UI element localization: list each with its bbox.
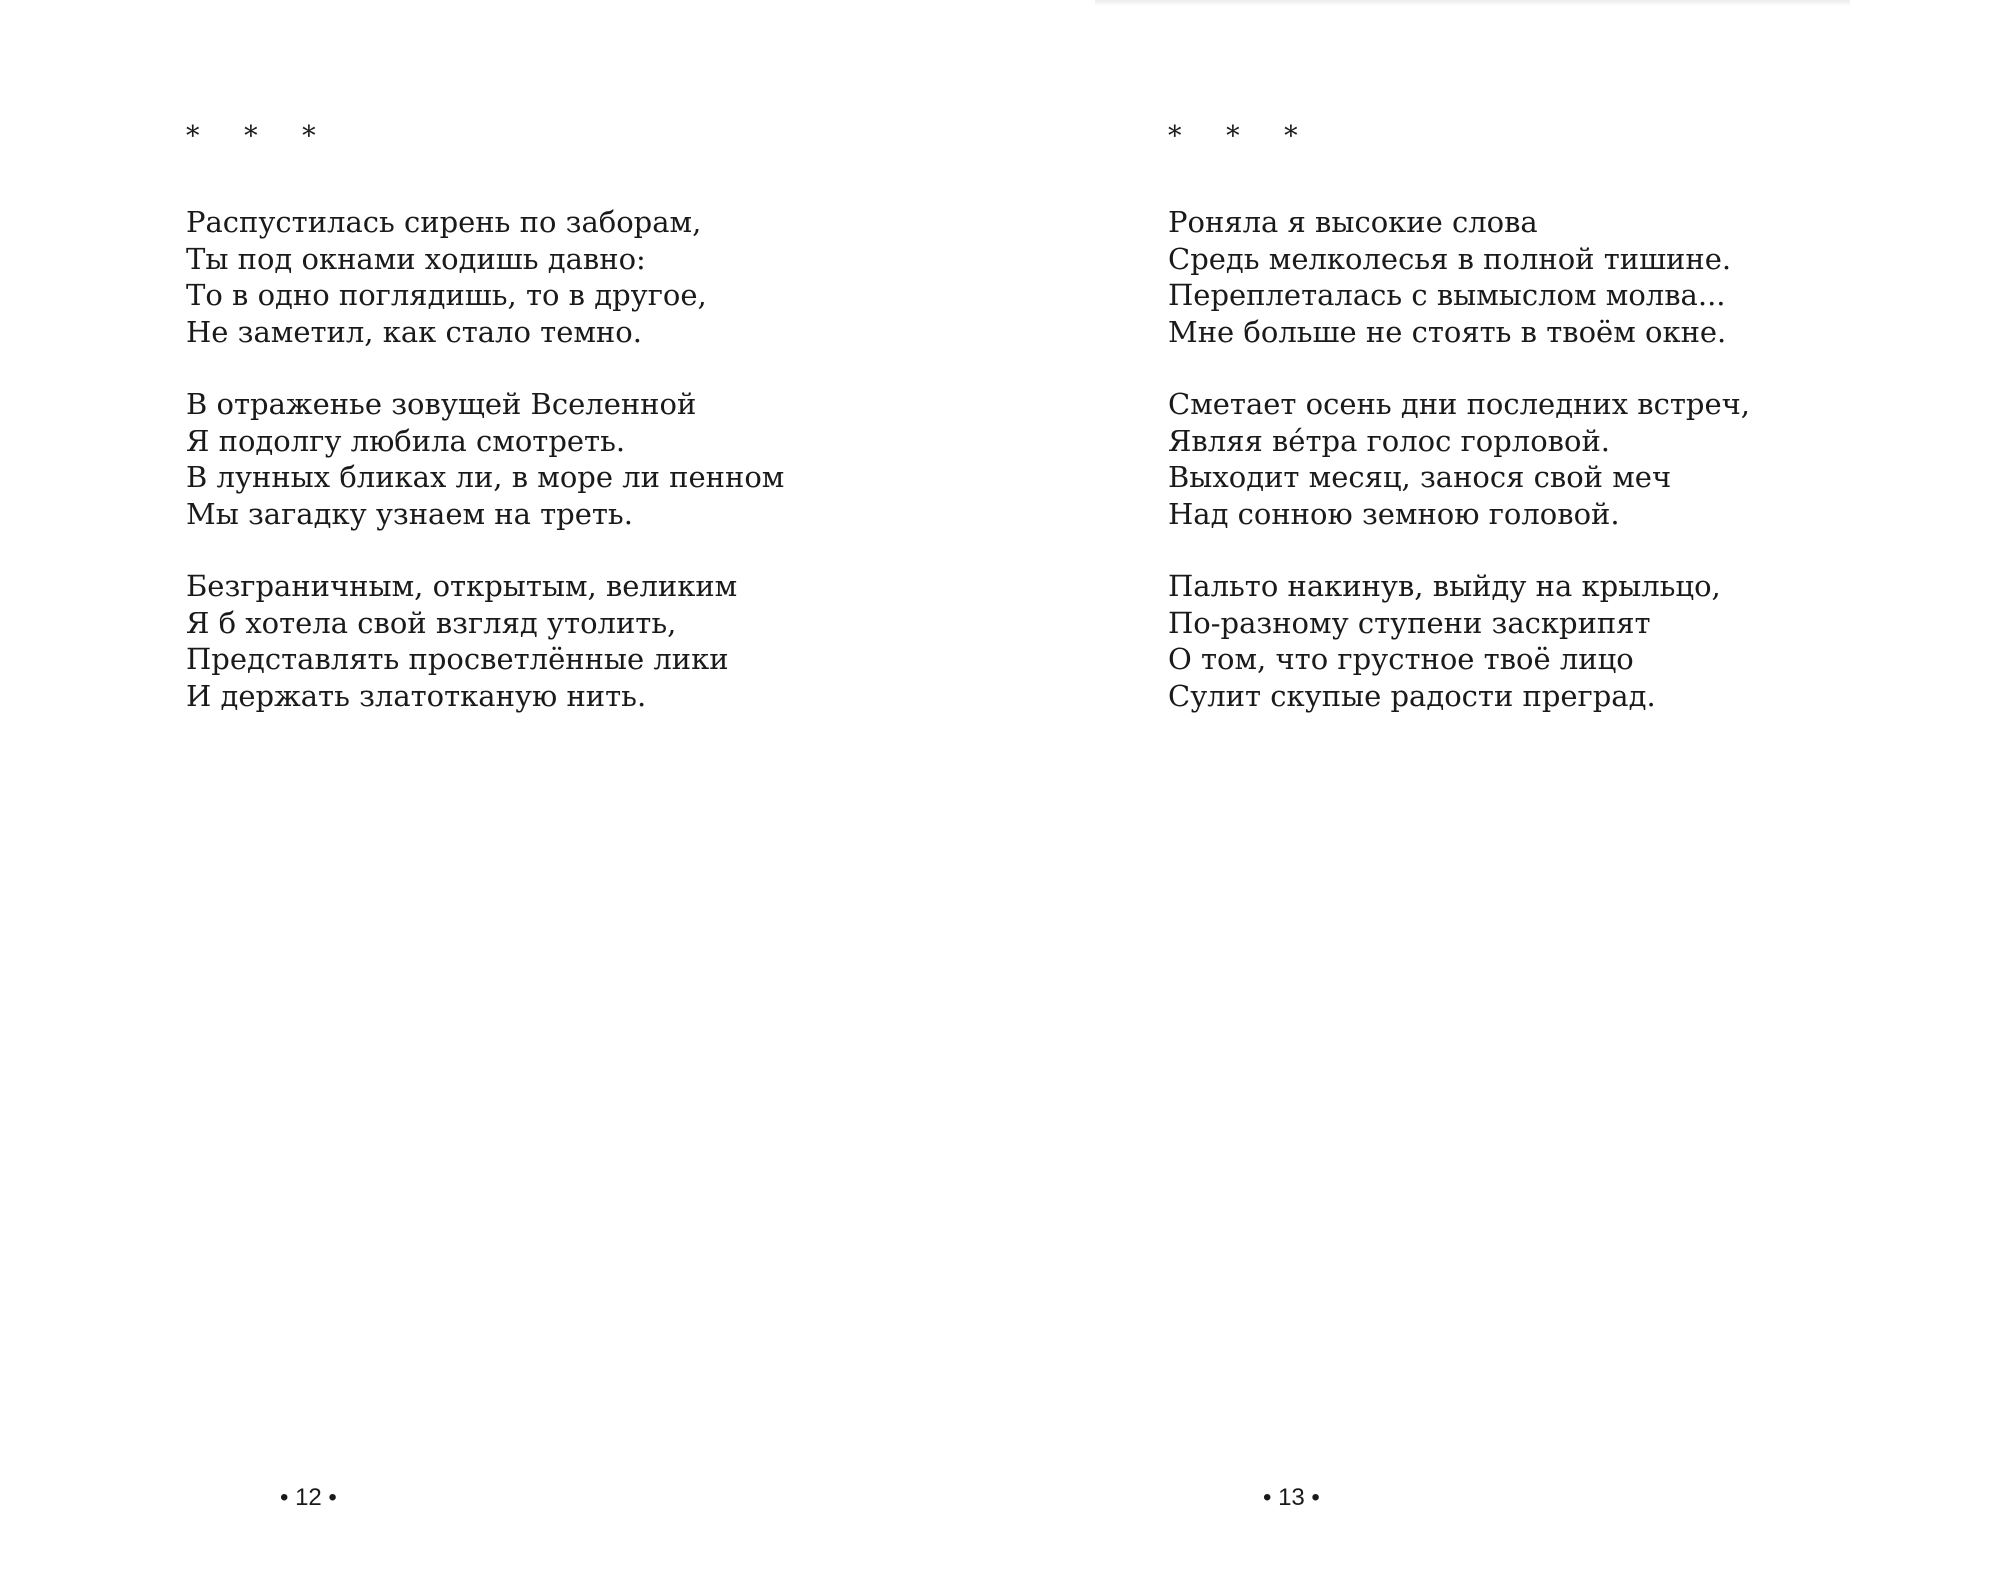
poem-separator: * * * (186, 121, 334, 152)
stanza (186, 204, 886, 350)
poem-line: В отраженье зовущей Вселенной (186, 387, 697, 421)
right-page (990, 0, 1994, 1574)
poem-right (1168, 122, 1868, 750)
poem-line: Не заметил, как стало темно. (186, 314, 642, 349)
poem-line: Я подолгу любила смотреть. (186, 423, 626, 458)
poem-line: Пальто накинув, выйду на крыльцо, (1168, 569, 1721, 603)
stanza (186, 386, 886, 532)
poem-line: Мне больше не стоять в твоём окне. (1168, 314, 1727, 349)
poem-line: Являя ве́тра голос горловой. (1168, 423, 1611, 458)
poem-line: Выходит месяц, занося свой меч (1168, 460, 1672, 494)
stanza (1168, 568, 1868, 714)
poem-separator: * * * (1168, 121, 1316, 152)
poem-line: По-разному ступени заскрипят (1168, 605, 1651, 640)
stanza (1168, 386, 1868, 532)
poem-line: То в одно поглядишь, то в другое, (186, 278, 707, 312)
poem-line: Распустилась сирень по заборам, (186, 205, 702, 239)
stanza (186, 568, 886, 714)
page-number: • 13 • (1263, 1484, 1320, 1511)
poem-left (186, 122, 886, 750)
poem-line: Ты под окнами ходишь давно: (186, 241, 646, 276)
poem-line: Я б хотела свой взгляд утолить, (186, 605, 677, 640)
page-number: • 12 • (280, 1484, 337, 1511)
left-page (0, 0, 990, 1574)
poem-line: Мы загадку узнаем на треть. (186, 496, 633, 531)
poem-line: Над сонною земною головой. (1168, 496, 1620, 531)
poem-line: Сулит скупые радости преград. (1168, 678, 1656, 713)
poem-line: О том, что грустное твоё лицо (1168, 642, 1634, 676)
poem-line: Сметает осень дни последних встреч, (1168, 387, 1751, 421)
poem-line: Роняла я высокие слова (1168, 205, 1538, 239)
stanza (1168, 204, 1868, 350)
poem-line: В лунных бликах ли, в море ли пенном (186, 460, 785, 494)
poem-line: Безграничным, открытым, великим (186, 569, 738, 603)
poem-line: Представлять просветлённые лики (186, 642, 729, 676)
poem-line: И держать златотканую нить. (186, 678, 647, 713)
poem-line: Средь мелколесья в полной тишине. (1168, 241, 1732, 276)
poem-line: Переплеталась с вымыслом молва... (1168, 278, 1726, 312)
